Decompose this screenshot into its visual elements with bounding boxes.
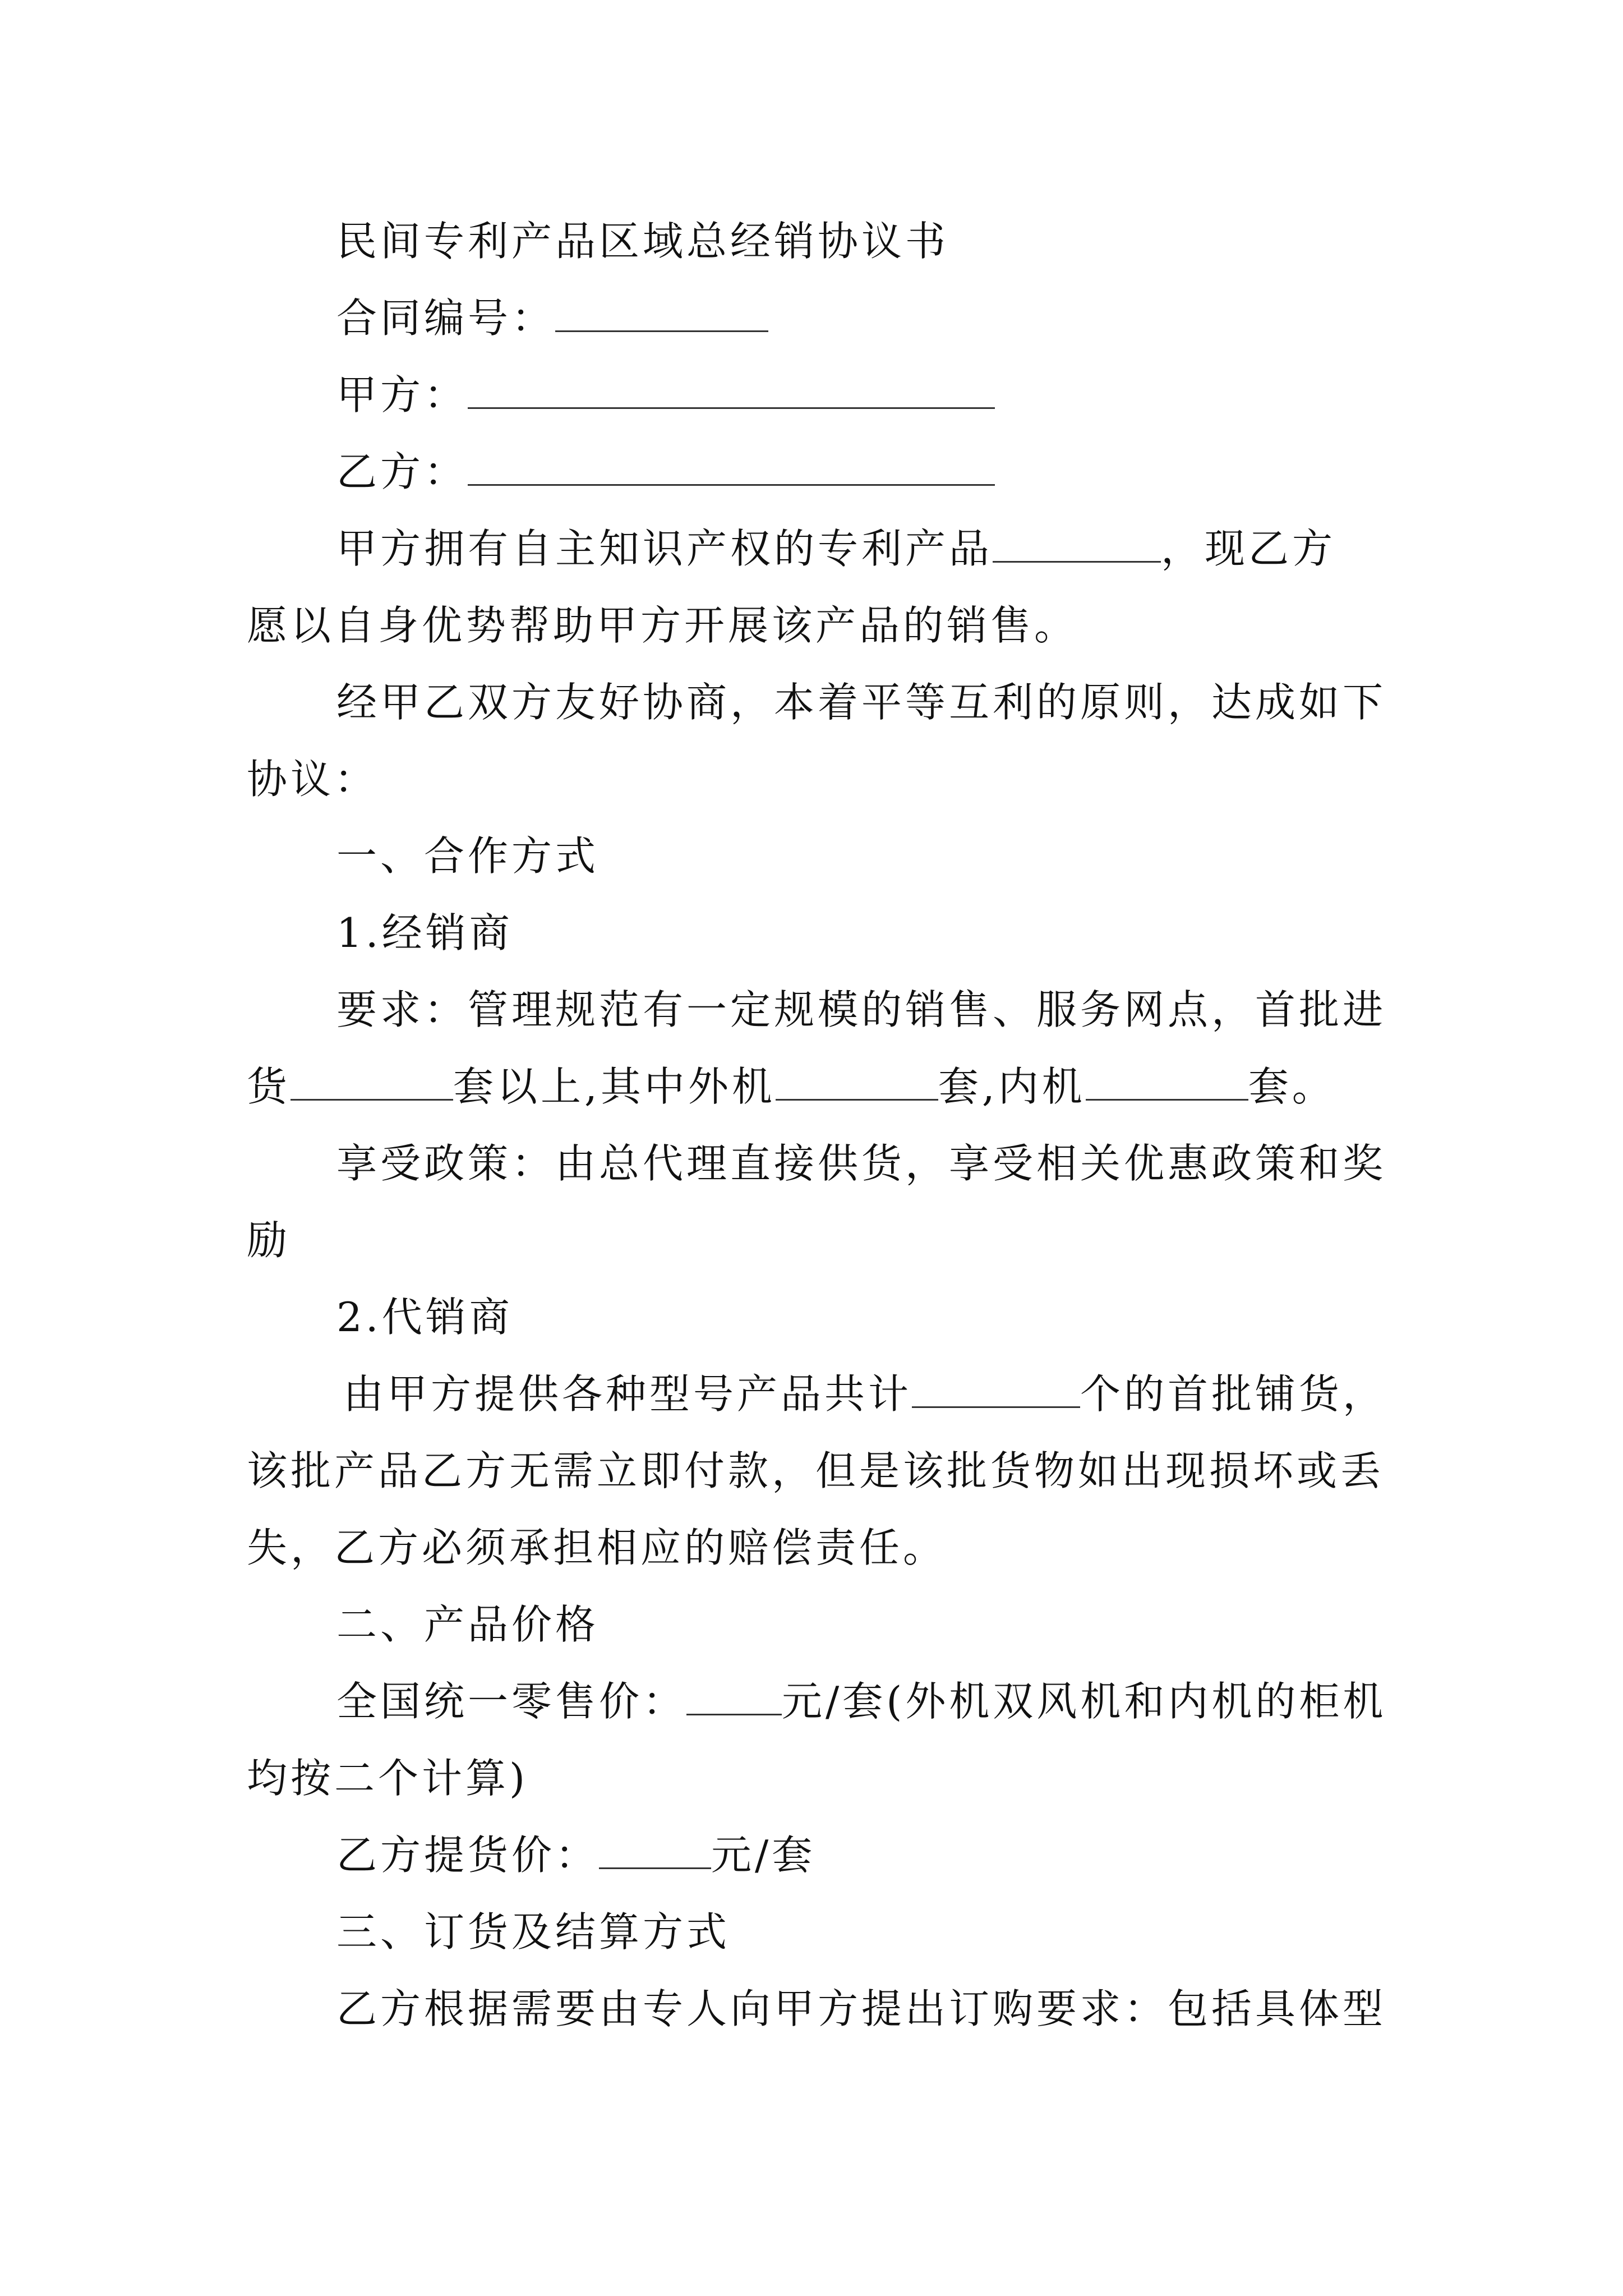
requirement-line-2: 货 套以上,其中外机 套,内机 套。	[247, 1063, 1336, 1110]
item-2-heading: 2.代销商	[336, 1294, 513, 1341]
party-b-blank[interactable]	[468, 452, 995, 486]
contract-number-label: 合同编号：	[336, 295, 556, 342]
ordering-line-1: 乙方根据需要由专人向甲方提出订购要求：包括具体型	[336, 1985, 1387, 2032]
consignment-count-blank[interactable]	[912, 1374, 1080, 1408]
party-a-line	[336, 370, 995, 420]
policy-line-1: 享受政策：由总代理直接供货，享受相关优惠政策和奖	[336, 1140, 1387, 1187]
agent-line-1: 由甲方提供各种型号产品共计 个的首批铺货，	[343, 1370, 1387, 1418]
party-b-label: 乙方：	[336, 448, 468, 495]
consensus-line-1: 经甲乙双方友好协商，本着平等互利的原则，达成如下	[336, 679, 1387, 726]
section-1-heading: 一、合作方式	[336, 832, 600, 880]
contract-number-blank[interactable]	[555, 298, 768, 332]
consensus-line-2: 协议：	[247, 756, 379, 803]
retail-price-blank[interactable]	[686, 1681, 782, 1715]
retail-price-line-2: 均按二个计算)	[247, 1755, 529, 1802]
product-name-blank[interactable]	[993, 528, 1161, 563]
item-1-heading: 1.经销商	[336, 909, 513, 956]
party-a-blank[interactable]	[468, 375, 995, 409]
party-a-label: 甲方：	[336, 371, 468, 418]
indoor-unit-blank[interactable]	[1086, 1066, 1248, 1101]
requirement-line-1: 要求：管理规范有一定规模的销售、服务网点，首批进	[336, 986, 1387, 1033]
initial-order-blank[interactable]	[291, 1066, 453, 1101]
retail-price-line-1: 全国统一零售价： 元/套(外机双风机和内机的柜机	[336, 1678, 1387, 1725]
section-3-heading: 三、订货及结算方式	[336, 1908, 731, 1955]
document-title: 民间专利产品区域总经销协议书	[336, 218, 949, 265]
intro-line-1: 甲方拥有自主知识产权的专利产品 ，现乙方	[336, 525, 1336, 572]
intro-line-2: 愿以自身优势帮助甲方开展该产品的销售。	[247, 602, 1078, 649]
outdoor-unit-blank[interactable]	[776, 1066, 938, 1101]
contract-number-line	[336, 293, 768, 343]
pickup-price-blank[interactable]	[599, 1835, 711, 1869]
section-2-heading: 二、产品价格	[336, 1601, 600, 1648]
pickup-price-line: 乙方提货价： 元/套	[336, 1832, 816, 1879]
agent-line-2: 该批产品乙方无需立即付款，但是该批货物如出现损坏或丢	[247, 1447, 1385, 1494]
party-b-line	[336, 447, 995, 497]
policy-line-2: 励	[247, 1217, 291, 1264]
agent-line-3: 失，乙方必须承担相应的赔偿责任。	[247, 1524, 947, 1571]
